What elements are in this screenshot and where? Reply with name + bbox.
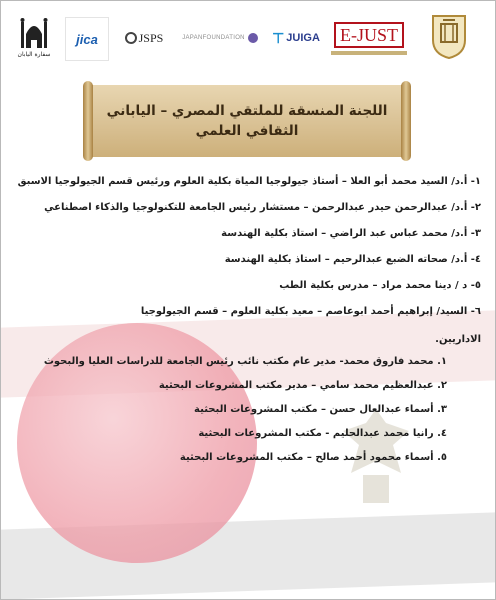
member-item: ٤- أ.د/ صحاته الضبع عبدالرحيم – استاذ بكلية الهندسة xyxy=(224,254,481,265)
ejust-text: E-JUST xyxy=(334,22,404,48)
member-item: ٥- د / دينا محمد مراد – مدرس بكلية الطب xyxy=(279,280,481,291)
banner-title-line2: الثقافي العلمي xyxy=(195,123,299,139)
admin-item: ١. محمد فاروق محمد- مدير عام مكتب نائب رئيس الجامعة للدراسات العليا والبحوث xyxy=(43,356,447,367)
ejust-underline xyxy=(331,51,407,55)
jica-logo: jica xyxy=(65,17,109,61)
jsps-ring-icon xyxy=(125,32,137,44)
admin-item: ٥. أسماء محمود أحمد صالح – مكتب المشروعات البحثية xyxy=(179,452,447,463)
member-item: ٦- السيد/ إبراهيم أحمد ابوعاصم – معيد بكلية العلوم – قسم الجيولوجيا xyxy=(140,306,481,317)
ejust-logo xyxy=(329,9,409,61)
admin-item: ٣. أسماء عبدالعال حسن – مكتب المشروعات البحثية xyxy=(194,404,447,415)
committee-members-list xyxy=(11,175,481,331)
crest-icon xyxy=(429,10,469,60)
mosque-icon xyxy=(17,12,51,50)
juiga-mark-icon: ⊤ xyxy=(272,29,285,46)
jsps-text: JSPS xyxy=(138,30,164,45)
japan-foundation-logo xyxy=(177,17,263,59)
embassy-logo xyxy=(13,9,55,61)
logo-bar xyxy=(9,9,487,61)
embassy-caption: سفارة اليابان xyxy=(17,51,51,58)
jsps-logo xyxy=(115,17,173,59)
banner-title-line1: اللجنة المنسقة للملتقي المصري – الياباني xyxy=(106,103,388,119)
admins-heading: الاداريين. xyxy=(435,334,481,345)
member-item: ٢- أ.د/ عبدالرحمن حيدر عبدالرحمن – مستشار رئيس الجامعة للتكنولوجيا والذكاء اصطناعي xyxy=(44,202,481,213)
japan-foundation-mark-icon xyxy=(248,33,258,43)
university-crest-logo xyxy=(427,9,471,61)
member-item: ٣- أ.د/ محمد عباس عبد الراضي – استاذ بكلية الهندسة xyxy=(221,228,481,239)
admin-item: ٤. رانيا محمد عبدالحليم - مكتب المشروعات البحثية xyxy=(198,428,447,439)
member-item: ١- أ.د/ السيد محمد أبو العلا – أستاذ جيولوجيا المياة بكلية العلوم ورئيس قسم الجيولوجيا الاسبق xyxy=(17,176,481,187)
admin-item: ٢. عبدالعظيم محمد سامي – مدير مكتب المشروعات البحثية xyxy=(158,380,447,391)
japan-foundation-text: JAPANFOUNDATION xyxy=(182,35,245,41)
juiga-logo xyxy=(265,17,327,59)
administrators-list xyxy=(7,355,447,475)
title-banner xyxy=(89,85,405,157)
juiga-text: JUIGA xyxy=(286,32,320,44)
